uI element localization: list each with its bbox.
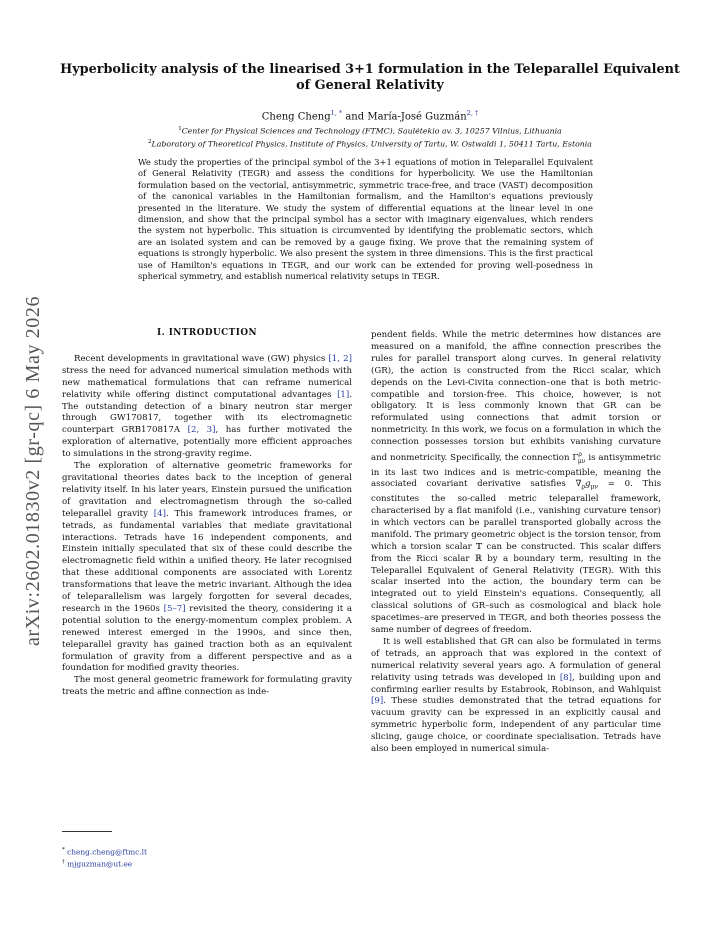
affiliations (60, 124, 680, 150)
paragraph: The exploration of alternative geometric frameworks for gravitational theories dates back to the inception of general relativity itself. In his later years, Einstein pursued the unification of gravitation and electromagnetism through the so-called teleparallel gravity [4]. This framework introduces frames, or tetrads, as fundamental variables that mediate gravitational interactions. Tetrads have 16 independent components, and Einstein initially speculated that six of these could describe the electromagnetic field within a unified theory. He later recognised that these additional components are associated with Lorentz transformations that leave the metric invariant. Although the idea of teleparallelism was largely forgotten for several decades, research in the 1960s [5–7] revisited the theory, considering it a potential solution to the energy-momentum complex problem. A renewed interest emerged in the 1990s, and since then, teleparallel gravity has gained traction both as an equivalent formulation of gravity from a different perspective and as a foundation for modified gravity theories. (62, 461, 352, 674)
citation-link[interactable]: [1, 2] (328, 353, 352, 364)
paragraph: The most general geometric framework for formulating gravity treats the metric and affine connection as inde- (62, 675, 352, 698)
footnote: † mjguzman@ut.ee (62, 859, 133, 869)
email-link[interactable]: mjguzman@ut.ee (67, 859, 133, 869)
citation-link[interactable]: [1] (337, 389, 350, 400)
author-list (60, 109, 680, 122)
right-column (371, 330, 661, 756)
section-heading: I. INTRODUCTION (156, 328, 258, 338)
abstract: We study the properties of the principal symbol of the 3+1 equations of motion in Teleparallel Equivalent of General Relativity (TEGR) and assess the conditions for hyperbolicity. We use the Hamiltonian formulation based on the vectorial, antisymmetric, symmetric trace-free, and trace (VAST) decomposition of the canonical variables in the Hamiltonian formalism, and the Hamilton's equations previously presented in the literature. We study the system of differential equations at the linear level in one dimension, and show that the principal symbol has a sector with imaginary eigenvalues, which renders the system not hyperbolic. This situation is circumvented by identifying the problematic sectors, which are an isolated system and can be removed by a gauge fixing. We prove that the remaining system of equations is strongly hyperbolic. We also present the system in three dimensions. This is the first practical use of Hamilton's equations in TEGR, and our work can be extended for proving well-posedness in spherical symmetry, and establish numerical relativity setups in TEGR. (138, 157, 593, 282)
citation-link[interactable]: [2, 3] (187, 425, 216, 436)
paragraph: It is well established that GR can also be formulated in terms of tetrads, an approach that was explored in the context of numerical relativity several years ago. A formulation of general relativity using tetrads was developed in [8], building upon and confirming earlier results by Estabrook, Robinson, and Wahlquist [9]. These studies demonstrated that the tetrad equations for vacuum gravity can be expressed in an explicitly causal and symmetric hyperbolic form, independent of any particular time slicing, gauge choice, or coordinate specialisation. Tetrads have also been employed in numerical simula- (371, 636, 661, 755)
affiliation: $^2$Laboratory of Theoretical Physics, Institute of Physics, University of Tartu, W. Ostwaldi 1, 50411 Tartu, Estonia (148, 139, 592, 149)
citation-link[interactable]: [5–7] (163, 603, 186, 614)
author-name[interactable]: Cheng Cheng (261, 111, 331, 123)
paragraph: pendent fields. While the metric determines how distances are measured on a manifold, the affine connection prescribes the rules for parallel transport along curves. In general relativity (GR), the action is constructed from the Ricci scalar, which depends on the Levi-Civita connection–one that is both metric-compatible and torsion-free. This choice, however, is not obligatory. It is less commonly known that GR can be reformulated using connections that admit torsion or nonmetricity. In this work, we focus on a formulation in which the connection possesses torsion but exhibits vanishing curvature and nonmetricity. Specifically, the connection $\Gamma^\rho_{\mu\nu}$ is antisymmetric in its last two indices and is metric-compatible, meaning the associated covariant derivative satisfies $\nabla_\rho g_{\mu\nu} = 0$. This constitutes the so-called metric teleparallel framework, characterised by a flat manifold (i.e., vanishing curvature tensor) in which vectors can be parallel transported globally across the manifold. The primary geometric object is the torsion tensor, from which a torsion scalar 𝕋 can be constructed. This scalar differs from the Ricci scalar ℝ by a boundary term, resulting in the Teleparallel Equivalent of General Relativity (TEGR). With this scalar inserted into the action, the boundary term can be integrated out to yield Einstein's equations. Consequently, all classical solutions of GR–such as cosmological and black hole spacetimes–are preserved in TEGR, and both theories possess the same number of degrees of freedom. (371, 330, 661, 636)
author-marks: 1, * (330, 109, 343, 117)
author-name[interactable]: María-José Guzmán (367, 111, 467, 123)
arxiv-identifier: arXiv:2602.01830v2 [gr-qc] 6 May 2026 (22, 295, 44, 646)
paragraph: Recent developments in gravitational wave (GW) physics [1, 2] stress the need for advanced numerical simulation methods with new mathematical formulations that can reframe numerical relativity while offering distinct computational advantages [1]. The outstanding detection of a binary neutron star merger through GW170817, together with its electromagnetic counterpart GRB170817A [2, 3], has further motivated the exploration of alternative, potentially more efficient approaches to simulations in the strong-gravity regime. (62, 353, 353, 460)
left-column (62, 328, 352, 699)
email-link[interactable]: cheng.cheng@ftmc.lt (67, 847, 147, 857)
author-conjunction: and (345, 111, 365, 123)
affiliation: $^1$Center for Physical Sciences and Technology (FTMC), Saulėtekio av. 3, 10257 Vilnius, Lithuania (178, 126, 562, 136)
author-marks: 2, † (466, 109, 479, 117)
paper-title: Hyperbolicity analysis of the linearised 3+1 formulation in the Teleparallel Equivalent of General Relativity (60, 62, 680, 93)
citation-link[interactable]: [8] (559, 672, 572, 683)
citation-link[interactable]: [4] (153, 508, 166, 519)
citation-link[interactable]: [9] (371, 696, 384, 707)
footnote-divider (62, 831, 112, 832)
footnotes (62, 845, 147, 870)
footnote: * cheng.cheng@ftmc.lt (62, 847, 147, 857)
